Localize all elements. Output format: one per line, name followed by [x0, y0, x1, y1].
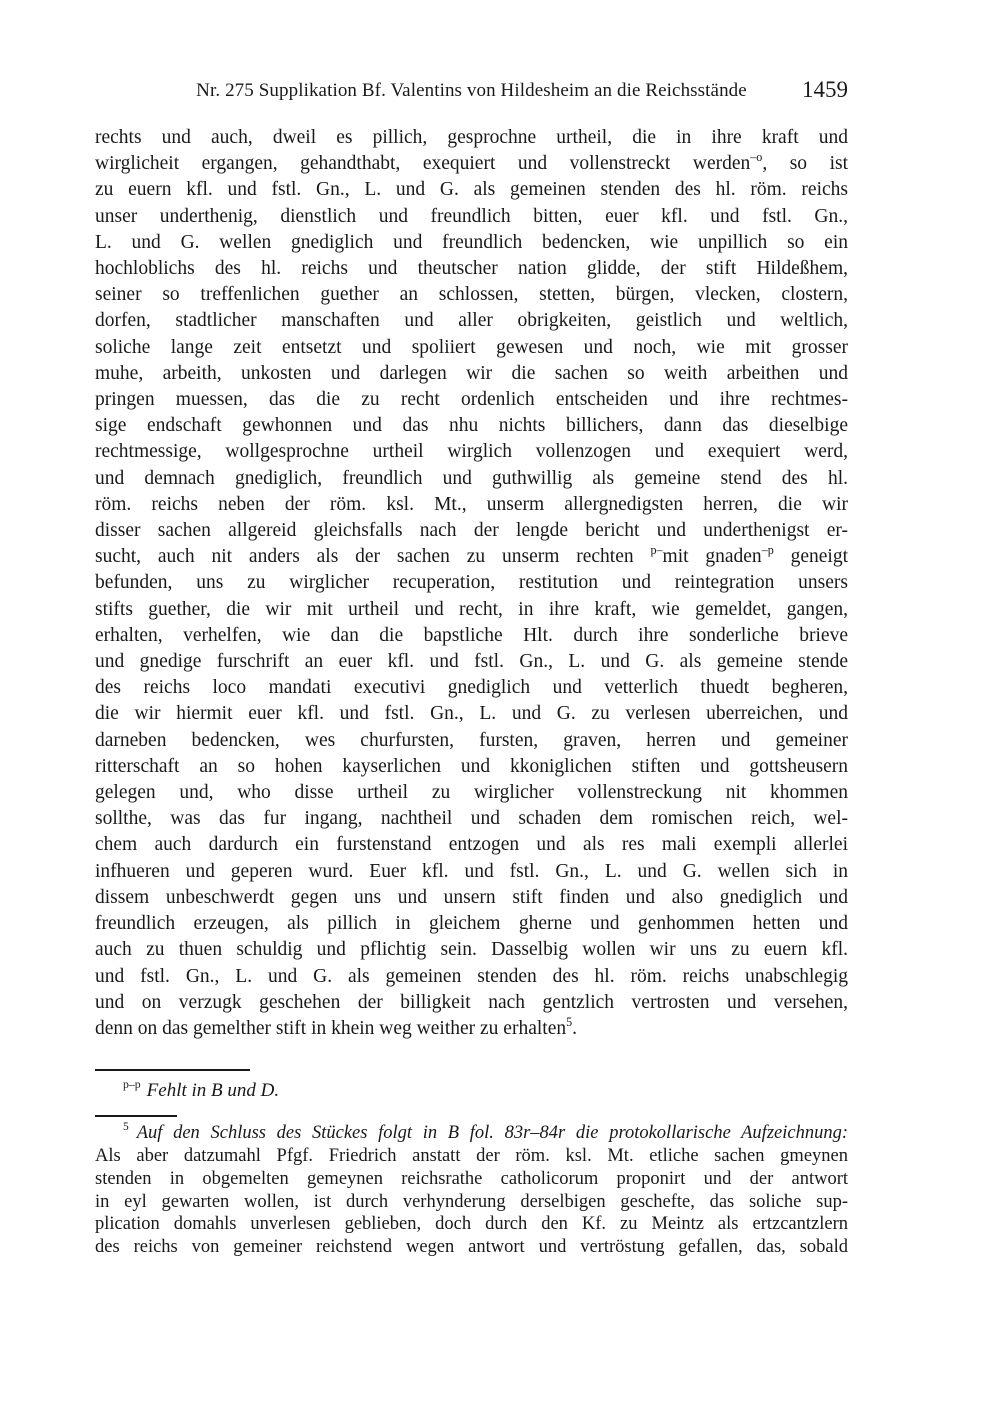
text-line: zu euern kfl. und fstl. Gn., L. und G. als gemeinen stenden des hl. röm. reichs — [95, 179, 848, 201]
footnote-line: Als aber datzumahl Pfgf. Friedrich anstatt der röm. ksl. Mt. etliche sachen gmeynen — [95, 1145, 848, 1166]
variant-footnote-marker: p–p — [123, 1078, 141, 1092]
text-line: und gnedige furschrift an euer kfl. und fstl. Gn., L. und G. als gemeine stende — [95, 651, 848, 673]
text-line: pringen muessen, das die zu recht ordenlich entscheiden und ihre rechtmes- — [95, 389, 848, 411]
text-line: sucht, auch nit anders als der sachen zu unserm rechten $^{p-}$mit gnaden$^{-p}$ geneigt — [95, 543, 848, 568]
footnote-line: stenden in obgemelten gemeynen reichsrathe catholicorum proponirt und der antwort — [95, 1168, 848, 1189]
text-line: rechts und auch, dweil es pillich, gesprochne urtheil, die in ihre kraft und — [95, 127, 848, 148]
text-line: auch zu thuen schuldig und pflichtig sein. Dasselbig wollen wir uns zu euern kfl. — [95, 939, 848, 961]
text-block — [95, 0, 848, 1259]
text-line: freundlich erzeugen, als pillich in gleichem gherne und genhommen hetten und — [95, 913, 848, 935]
footnote-line: in eyl gewarten wollen, ist durch verhynderung derselbigen geschefte, das soliche sup- — [95, 1191, 848, 1212]
footnote-line — [95, 1122, 848, 1145]
text-line: stifts guether, die wir mit urtheil und recht, in ihre kraft, wie gemeldet, gangen, — [95, 598, 848, 620]
main-text — [95, 125, 848, 1042]
text-line: disser sachen allgereid gleichsfalls nach der lengde bericht und underthenigst er- — [95, 520, 848, 542]
running-head: Nr. 275 Supplikation Bf. Valentins von Hildesheim an die Reichsstände — [196, 80, 747, 101]
text-line: sollthe, was das fur ingang, nachtheil und schaden dem romischen reich, wel- — [95, 808, 848, 830]
text-line: gelegen und, who disse urtheil zu wirglicher vollenstreckung nit khommen — [95, 782, 848, 804]
text-line: denn on das gemelther stift in khein weg weither zu erhalten$^5$. — [95, 1014, 578, 1039]
text-line: die wir hiermit euer kfl. und fstl. Gn., L. und G. zu verlesen uberreichen, und — [95, 703, 848, 725]
text-line: hochloblichs des hl. reichs und theutscher nation glidde, der stift Hildeßhem, — [95, 258, 848, 280]
page-number: 1459 — [802, 77, 848, 102]
page-header — [95, 77, 848, 106]
footnote-separator-notes — [95, 1115, 177, 1117]
footnote-separator-variants — [95, 1069, 250, 1071]
text-line: muhe, arbeith, unkosten und darlegen wir die sachen so weith arbeithen und — [95, 362, 848, 384]
footnote-line: des reichs von gemeiner reichstend wegen antwort und vertröstung gefallen, das, sobald — [95, 1237, 848, 1258]
text-line: seiner so treffenlichen guether an schlossen, stetten, bürgen, vlecken, clostern, — [95, 284, 848, 306]
text-line: sige endschaft gewhonnen und das nhu nichts billichers, dann das dieselbige — [95, 415, 848, 437]
text-line: befunden, uns zu wirglicher recuperation, restitution und reintegration unsers — [95, 572, 848, 594]
text-line: L. und G. wellen gnediglich und freundlich bedencken, wie unpillich so ein — [95, 231, 848, 253]
text-line: und on verzugk geschehen der billigkeit nach gentzlich vertrosten und versehen, — [95, 991, 848, 1013]
text-line: darneben bedencken, wes churfursten, fursten, graven, herren und gemeiner — [95, 729, 848, 751]
text-line: rechtmessige, wollgesprochne urtheil wirglich vollenzogen und exequiert werd, — [95, 441, 848, 463]
text-line: unser underthenig, dienstlich und freundlich bitten, euer kfl. und fstl. Gn., — [95, 205, 848, 227]
text-line: infhueren und geperen wurd. Euer kfl. und fstl. Gn., L. und G. wellen sich in — [95, 860, 848, 882]
text-line: röm. reichs neben der röm. ksl. Mt., unserm allergnedigsten herren, die wir — [95, 493, 848, 515]
footnote-5-marker: 5 — [123, 1121, 129, 1134]
text-line: erhalten, verhelfen, wie dan die bapstliche Hlt. durch ihre sonderliche brieve — [95, 624, 848, 646]
text-line: und demnach gnediglich, freundlich und guthwillig als gemeine stend des hl. — [95, 467, 848, 489]
footnote-5 — [95, 1122, 848, 1259]
text-line: dissem unbeschwerdt gegen uns und unsern stift finden und also gnediglich und — [95, 886, 848, 908]
text-line: soliche lange zeit entsetzt und spoliiert gewesen und noch, wie mit grosser — [95, 336, 848, 358]
text-line: dorfen, stadtlicher manschaften und aller obrigkeiten, geistlich und weltlich, — [95, 310, 848, 332]
text-line: des reichs loco mandati executivi gnediglich und vetterlich thuedt begheren, — [95, 677, 848, 699]
variant-footnote — [95, 1078, 848, 1104]
footnote-5-intro: Auf den Schluss des Stückes folgt in B fol. 83r–84r die protokollarische Aufzeichnung: — [136, 1123, 848, 1144]
variant-footnote-text: Fehlt in B und D. — [146, 1080, 280, 1102]
text-line: wirglicheit ergangen, gehandthabt, exequiert und vollenstreckt werden$^{-o}$, so ist — [95, 150, 848, 175]
text-line: und fstl. Gn., L. und G. als gemeinen stenden des hl. röm. reichs unabschlegig — [95, 965, 848, 987]
text-line: chem auch dardurch ein furstenstand entzogen und als res mali exempli allerlei — [95, 834, 848, 856]
footnote-line: plication domahls unverlesen geblieben, doch durch den Kf. zu Meintz als ertzcantzlern — [95, 1214, 848, 1235]
text-line: ritterschaft an so hohen kayserlichen und kkoniglichen stiften und gottsheusern — [95, 755, 848, 777]
